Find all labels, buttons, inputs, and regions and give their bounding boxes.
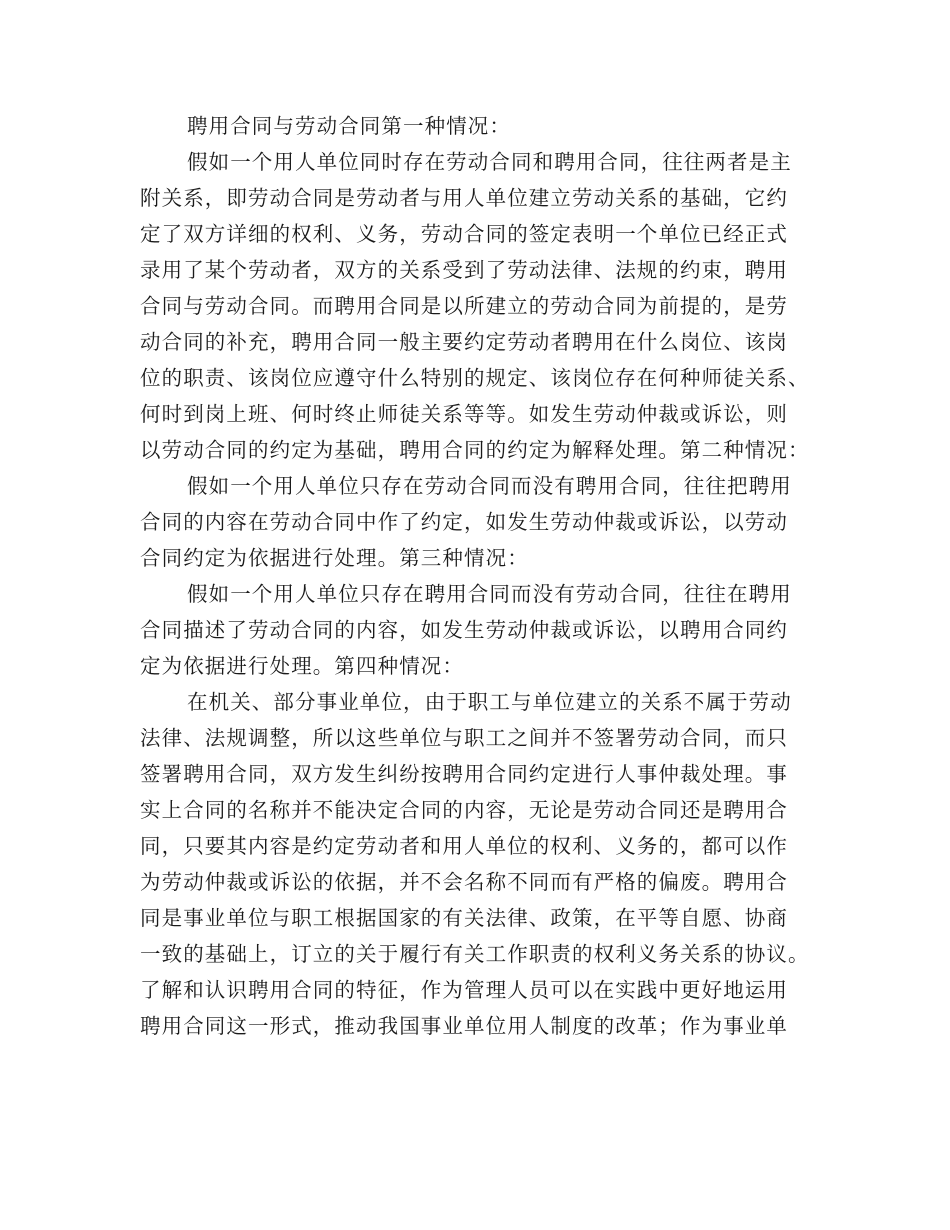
text-line: 合同描述了劳动合同的内容，如发生劳动仲裁或诉讼，以聘用合同约 [140, 618, 788, 642]
text-line: 合同约定为依据进行处理。第三种情况： [140, 546, 529, 570]
text-line: 附关系，即劳动合同是劳动者与用人单位建立劳动关系的基础，它约 [140, 186, 788, 210]
text-line: 实上合同的名称并不能决定合同的内容，无论是劳动合同还是聘用合 [140, 798, 788, 822]
text-line: 假如一个用人单位只存在劳动合同而没有聘用合同，往往把聘用 [187, 474, 792, 498]
text-line: 在机关、部分事业单位，由于职工与单位建立的关系不属于劳动 [187, 690, 792, 714]
text-line: 假如一个用人单位只存在聘用合同而没有劳动合同，往往在聘用 [187, 582, 792, 606]
text-line: 同，只要其内容是约定劳动者和用人单位的权利、义务的，都可以作 [140, 834, 788, 858]
text-line: 了解和认识聘用合同的特征，作为管理人员可以在实践中更好地运用 [140, 978, 788, 1002]
text-line: 签署聘用合同，双方发生纠纷按聘用合同约定进行人事仲裁处理。事 [140, 762, 788, 786]
text-line: 何时到岗上班、何时终止师徒关系等等。如发生劳动仲裁或诉讼，则 [140, 402, 788, 426]
text-line: 一致的基础上，订立的关于履行有关工作职责的权利义务关系的协议。 [140, 942, 810, 966]
text-line: 为劳动仲裁或诉讼的依据，并不会名称不同而有严格的偏废。聘用合 [140, 870, 788, 894]
text-line: 录用了某个劳动者，双方的关系受到了劳动法律、法规的约束，聘用 [140, 258, 788, 282]
text-line: 聘用合同与劳动合同第一种情况： [187, 114, 511, 138]
text-line: 定为依据进行处理。第四种情况： [140, 654, 464, 678]
text-line: 以劳动合同的约定为基础，聘用合同的约定为解释处理。第二种情况： [140, 438, 810, 462]
document-body [140, 108, 820, 1044]
text-line: 同是事业单位与职工根据国家的有关法律、政策，在平等自愿、协商 [140, 906, 788, 930]
text-line: 聘用合同这一形式，推动我国事业单位用人制度的改革；作为事业单 [140, 1014, 788, 1038]
text-line: 合同与劳动合同。而聘用合同是以所建立的劳动合同为前提的，是劳 [140, 294, 788, 318]
text-line: 动合同的补充，聘用合同一般主要约定劳动者聘用在什么岗位、该岗 [140, 330, 788, 354]
text-line: 法律、法规调整，所以这些单位与职工之间并不签署劳动合同，而只 [140, 726, 788, 750]
text-line: 假如一个用人单位同时存在劳动合同和聘用合同，往往两者是主 [187, 150, 792, 174]
text-line: 定了双方详细的权利、义务，劳动合同的签定表明一个单位已经正式 [140, 222, 788, 246]
text-line: 合同的内容在劳动合同中作了约定，如发生劳动仲裁或诉讼，以劳动 [140, 510, 788, 534]
text-line: 位的职责、该岗位应遵守什么特别的规定、该岗位存在何种师徒关系、 [140, 366, 810, 390]
